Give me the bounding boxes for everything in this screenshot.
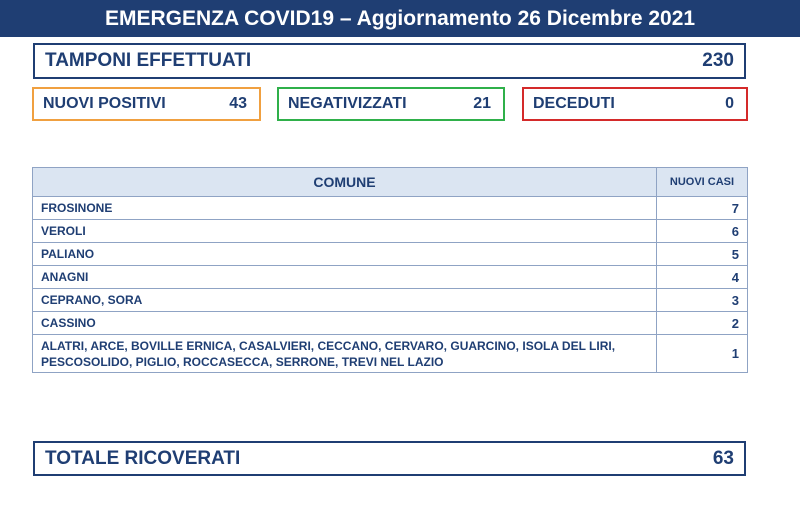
- table-row: [33, 243, 748, 266]
- deceduti-label: DECEDUTI: [533, 95, 615, 112]
- comune-cell: [33, 335, 657, 373]
- casi-cell: 7: [657, 197, 748, 220]
- nuovi-positivi-label: NUOVI POSITIVI: [43, 95, 166, 112]
- nuovi-positivi-value: 43: [229, 95, 247, 112]
- comune-cell: FROSINONE: [33, 197, 657, 220]
- tamponi-label: TAMPONI EFFETTUATI: [45, 50, 252, 71]
- casi-cell: 3: [657, 289, 748, 312]
- table-row: [33, 289, 748, 312]
- table-row: [33, 335, 748, 373]
- deceduti-value: 0: [725, 95, 734, 112]
- comune-cell: PALIANO: [33, 243, 657, 266]
- negativizzati-label: NEGATIVIZZATI: [288, 95, 407, 112]
- negativizzati-box: [277, 87, 505, 121]
- table-row: [33, 220, 748, 243]
- page-title: EMERGENZA COVID19 – Aggiornamento 26 Dicembre 2021: [0, 0, 800, 37]
- comune-line: PESCOSOLIDO, PIGLIO, ROCCASECCA, SERRONE, TREVI NEL LAZIO: [41, 354, 444, 369]
- header-nuovi-casi: NUOVI CASI: [657, 168, 748, 197]
- header-comune: COMUNE: [33, 168, 657, 197]
- comune-cell: VEROLI: [33, 220, 657, 243]
- ricoverati-box: [33, 441, 746, 476]
- casi-cell: 5: [657, 243, 748, 266]
- ricoverati-value: 63: [712, 447, 734, 469]
- deceduti-box: [522, 87, 748, 121]
- casi-cell: 2: [657, 312, 748, 335]
- comune-cell: CASSINO: [33, 312, 657, 335]
- table-row: [33, 266, 748, 289]
- comune-cell: ANAGNI: [33, 266, 657, 289]
- comune-line: ALATRI, ARCE, BOVILLE ERNICA, CASALVIERI, CECCANO, CERVARO, GUARCINO, ISOLA DEL LIRI,: [41, 338, 616, 353]
- casi-cell: 4: [657, 266, 748, 289]
- table-row: [33, 197, 748, 220]
- table-row: [33, 312, 748, 335]
- tamponi-value: 230: [702, 50, 734, 71]
- ricoverati-label: TOTALE RICOVERATI: [45, 447, 241, 469]
- comune-cell: CEPRANO, SORA: [33, 289, 657, 312]
- negativizzati-value: 21: [473, 95, 491, 112]
- nuovi-positivi-box: [32, 87, 261, 121]
- tamponi-box: [33, 43, 746, 79]
- table-header-row: [33, 168, 748, 197]
- casi-cell: 6: [657, 220, 748, 243]
- casi-cell: 1: [657, 335, 748, 373]
- comuni-table: [32, 167, 748, 373]
